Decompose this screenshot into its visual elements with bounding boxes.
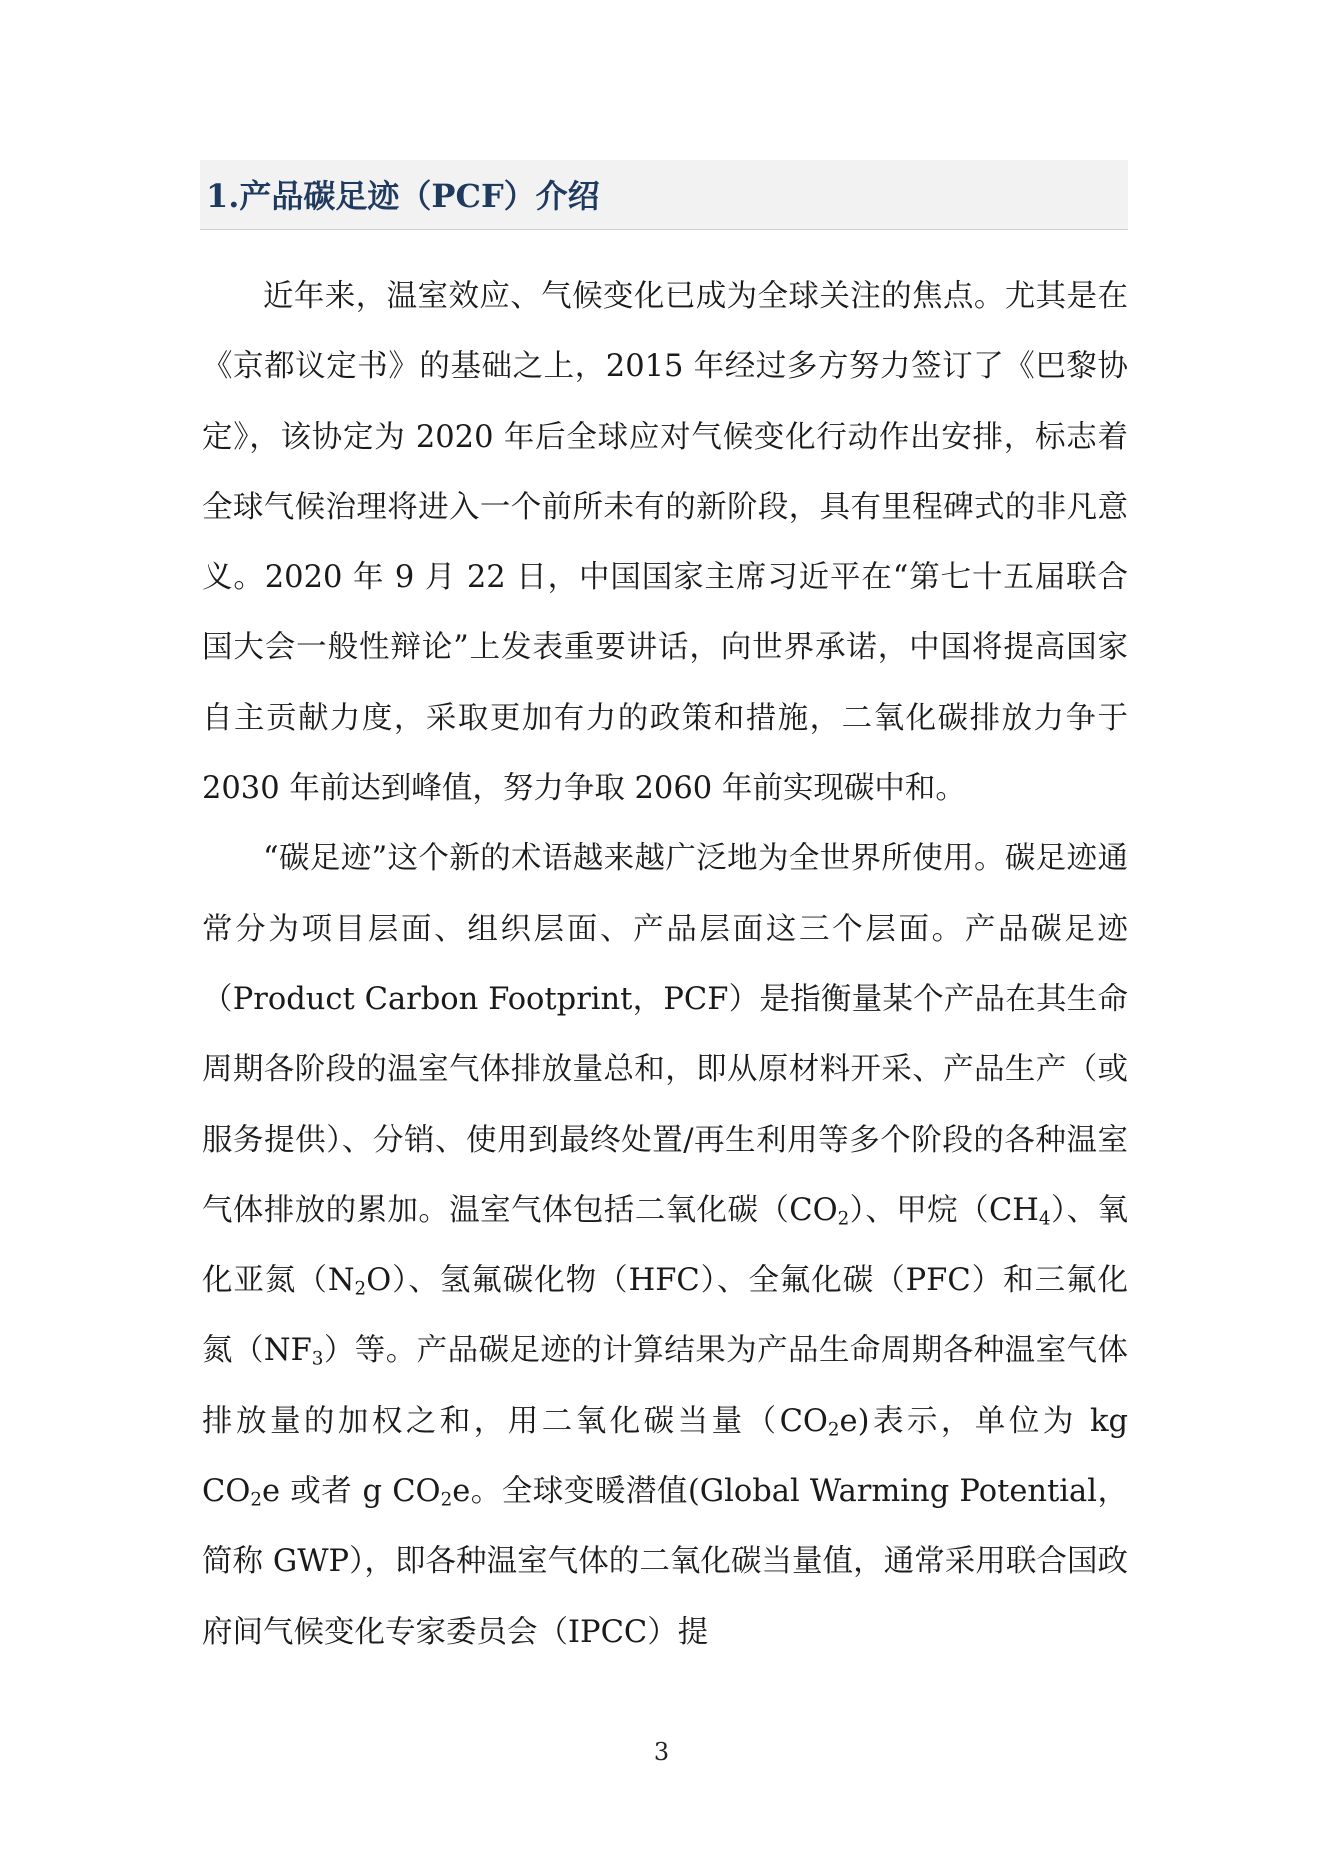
text-run: “碳足迹”这个新的术语越来越广泛地为全世界所使用。碳足迹通常分为项目层面、组织层面、产品层面这三个层面。产品碳足迹（Product Carbon Footprint，PCF）是指衡量某个产品在其生命周期各阶段的温室气体排放量总和，即从原材料开采、产品生产（或服务提供）、分销、使用到最终处置/再生利用等多个阶段的各种温室气体排放的累加。温室气体包括二氧化碳（CO bbox=[202, 841, 1128, 1228]
text-run: ）、甲烷（CH bbox=[849, 1192, 1039, 1228]
text-run: e 或者 g CO bbox=[261, 1474, 441, 1510]
text-run: O）、氢氟碳化物（HFC）、全氟化碳（PFC）和三氟化氮（NF bbox=[202, 1263, 1129, 1369]
text-run: e)表示，单位为 kg CO bbox=[202, 1403, 1128, 1510]
section-heading: 1.产品碳足迹（PCF）介绍 bbox=[206, 177, 600, 215]
subscript: 2 bbox=[837, 1208, 850, 1230]
document-body bbox=[202, 262, 1128, 1668]
text-run: ）等。产品碳足迹的计算结果为产品生命周期各种温室气体排放量的加权之和，用二氧化碳当量（CO bbox=[202, 1333, 1128, 1439]
subscript: 2 bbox=[827, 1419, 840, 1441]
subscript: 3 bbox=[311, 1349, 324, 1371]
text-run: ）、氧化亚氮（N bbox=[202, 1192, 1129, 1299]
subscript: 2 bbox=[354, 1278, 367, 1300]
paragraph-carbon-footprint-definition bbox=[202, 824, 1128, 1668]
page-number: 3 bbox=[653, 1738, 670, 1766]
text-run: e。全球变暖潜值(Global Warming Potential，简称 GWP），即各种温室气体的二氧化碳当量值，通常采用联合国政府间气候变化专家委员会（IPCC）提 bbox=[202, 1474, 1128, 1650]
paragraph-climate-background: 近年来，温室效应、气候变化已成为全球关注的焦点。尤其是在《京都议定书》的基础之上，2015 年经过多方努力签订了《巴黎协定》，该协定为 2020 年后全球应对气候变化行动作出安排，标志着全球气候治理将进入一个前所未有的新阶段，具有里程碑式的非凡意义。2020 年 9 月 22 日，中国国家主席习近平在“第七十五届联合国大会一般性辩论”上发表重要讲话，向世界承诺，中国将提高国家自主贡献力度，采取更加有力的政策和措施，二氧化碳排放力争于 2030 年前达到峰值，努力争取 2060 年前实现碳中和。 bbox=[202, 279, 1128, 807]
section-heading-bar bbox=[200, 160, 1128, 230]
subscript: 4 bbox=[1038, 1208, 1051, 1230]
subscript: 2 bbox=[440, 1489, 453, 1511]
subscript: 2 bbox=[250, 1489, 262, 1511]
